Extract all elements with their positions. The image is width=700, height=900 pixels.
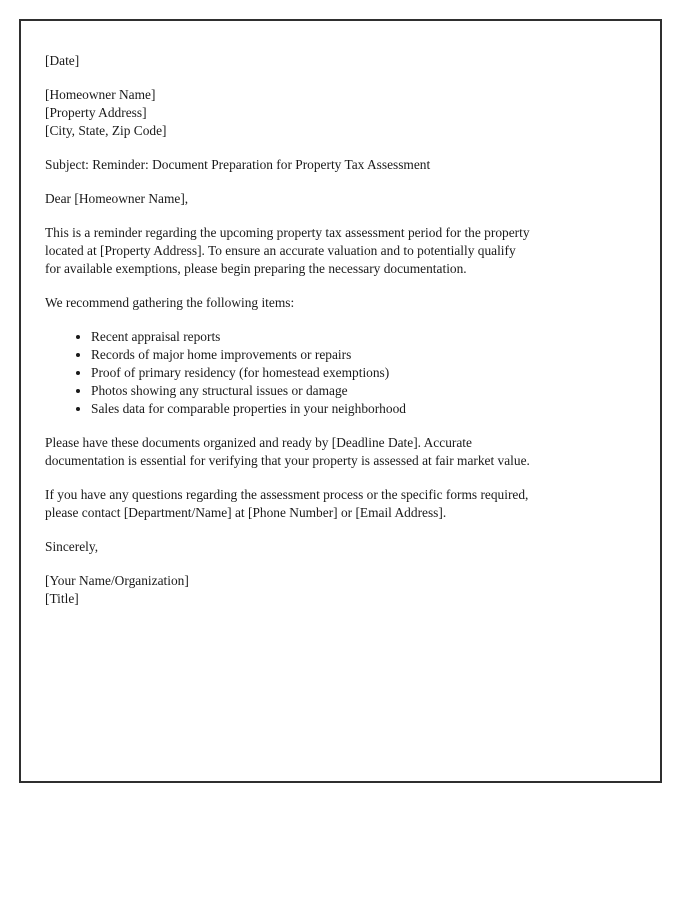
salutation [45,190,636,208]
paragraph-line: If you have any questions regarding the assessment process or the specific forms required, [45,487,529,502]
recipient-city-state-zip: [City, State, Zip Code] [45,123,167,138]
deadline-paragraph [45,434,636,470]
paragraph-line: documentation is essential for verifying that your property is assessed at fair market value. [45,453,530,468]
paragraph-line: located at [Property Address]. To ensure an accurate valuation and to potentially qualify [45,243,516,258]
contact-paragraph [45,486,636,522]
subject-text: Subject: Reminder: Document Preparation for Property Tax Assessment [45,157,431,172]
paragraph-line: for available exemptions, please begin preparing the necessary documentation. [45,261,467,276]
checklist-item: • Recent appraisal reports [91,328,636,346]
salutation-text: Dear [Homeowner Name], [45,191,189,206]
checklist-intro-text: We recommend gathering the following items: [45,295,295,310]
recipient-name: [Homeowner Name] [45,87,156,102]
signature-block [45,572,636,608]
checklist-intro [45,294,636,312]
checklist-item: • Records of major home improvements or repairs [91,346,636,364]
intro-paragraph [45,224,636,278]
checklist-item: • Photos showing any structural issues or damage [91,382,636,400]
paragraph-line: This is a reminder regarding the upcoming property tax assessment period for the property [45,225,530,240]
closing [45,538,636,556]
checklist-item: • Proof of primary residency (for homestead exemptions) [91,364,636,382]
recipient-block [45,86,636,140]
recipient-address: [Property Address] [45,105,147,120]
subject-line [45,156,636,174]
closing-text: Sincerely, [45,539,99,554]
signature-name: [Your Name/Organization] [45,573,189,588]
paragraph-line: please contact [Department/Name] at [Phone Number] or [Email Address]. [45,505,447,520]
document-checklist [45,328,636,418]
paragraph-line: Please have these documents organized and ready by [Deadline Date]. Accurate [45,435,472,450]
checklist-item: • Sales data for comparable properties in your neighborhood [91,400,636,418]
letter-document [19,19,662,783]
date-placeholder [45,52,636,70]
signature-title: [Title] [45,591,79,606]
date-text: [Date] [45,53,80,68]
